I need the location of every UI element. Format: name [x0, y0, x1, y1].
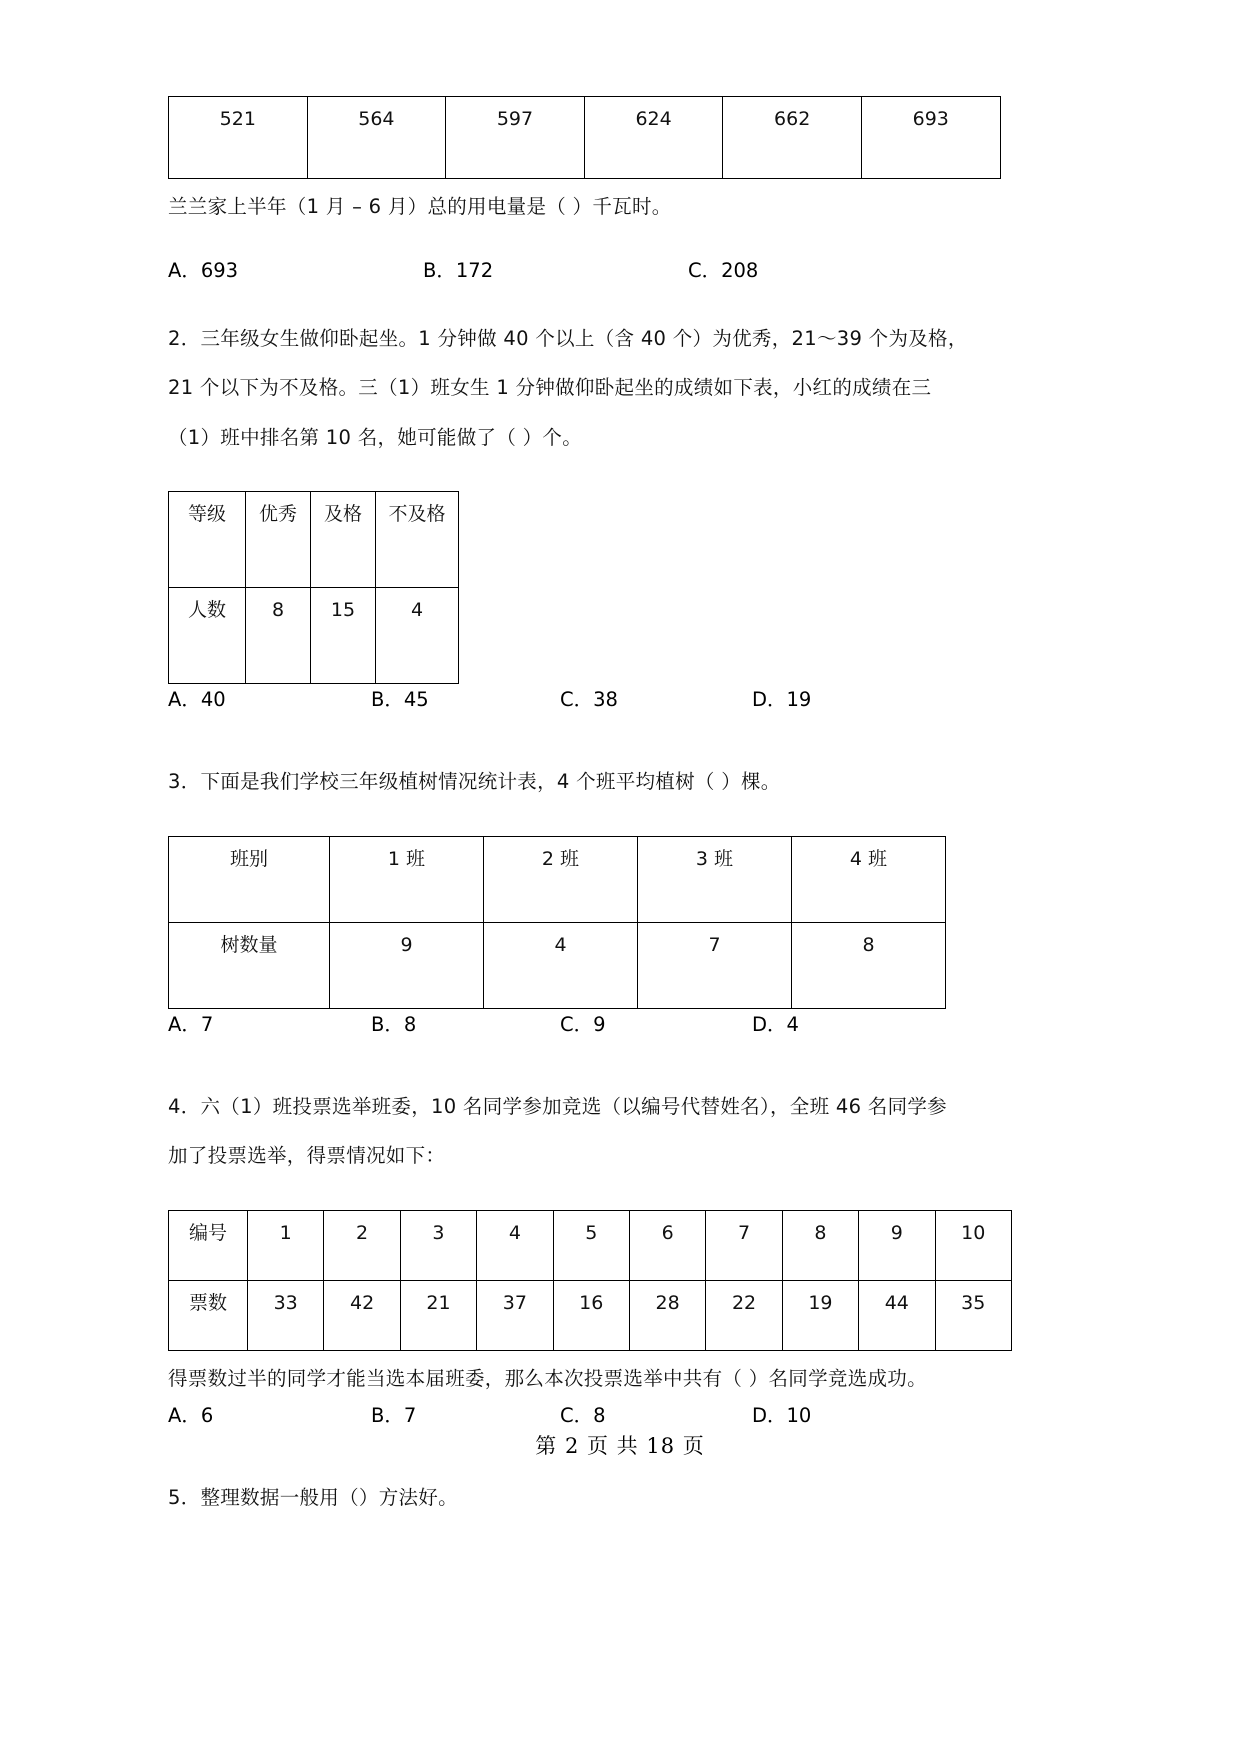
table-cell: 624: [584, 97, 723, 179]
table-cell: 3 班: [638, 836, 792, 922]
question-1-stem: 兰兰家上半年（1 月 – 6 月）总的用电量是（ ）千瓦时。: [168, 195, 672, 218]
table-cell: 19: [782, 1280, 858, 1350]
table-cell: 35: [935, 1280, 1011, 1350]
table-cell: 8: [782, 1210, 858, 1280]
table-cell: 2: [324, 1210, 400, 1280]
table-cell: 4 班: [792, 836, 946, 922]
table-cell: 等级: [169, 492, 246, 588]
table-cell: 4: [484, 922, 638, 1008]
table-cell: 16: [553, 1280, 629, 1350]
vote-count-table: [168, 1210, 1012, 1351]
table-cell: 8: [246, 588, 311, 684]
table-cell: 597: [446, 97, 585, 179]
table-cell: 1: [248, 1210, 324, 1280]
table-cell: 7: [638, 922, 792, 1008]
table-cell: 9: [859, 1210, 935, 1280]
table-cell: 15: [311, 588, 376, 684]
table-cell: 票数: [169, 1280, 248, 1350]
option-d[interactable]: D．19: [752, 688, 812, 711]
question-1-options: [168, 258, 1074, 285]
table-cell: 28: [629, 1280, 705, 1350]
table-cell: 4: [376, 588, 459, 684]
table-cell: 编号: [169, 1210, 248, 1280]
option-d[interactable]: D．4: [752, 1012, 799, 1036]
table-row: [169, 922, 946, 1008]
table-cell: 33: [248, 1280, 324, 1350]
question-2-line-3: （1）班中排名第 10 名，她可能做了（ ）个。: [168, 425, 583, 449]
table-cell: 9: [330, 922, 484, 1008]
table-cell: 班别: [169, 836, 330, 922]
option-a[interactable]: A．693: [168, 258, 239, 282]
option-a[interactable]: A．7: [168, 1012, 214, 1036]
option-b[interactable]: B．7: [371, 1404, 417, 1427]
table-cell: 2 班: [484, 836, 638, 922]
table-cell: 优秀: [246, 492, 311, 588]
table-header-row: [169, 492, 459, 588]
table-row: [169, 97, 1001, 179]
table-row: [169, 1280, 1012, 1350]
table-cell: 521: [169, 97, 308, 179]
table-cell: 人数: [169, 588, 246, 684]
question-3-options: [168, 1012, 1074, 1039]
option-a[interactable]: A．40: [168, 688, 226, 711]
table-cell: 及格: [311, 492, 376, 588]
page-content: [168, 96, 1074, 1508]
question-4-line-2: 加了投票选举，得票情况如下：: [168, 1144, 446, 1167]
table-cell: 662: [723, 97, 862, 179]
page-footer: 第 2 页 共 18 页: [535, 1434, 705, 1458]
option-b[interactable]: B．8: [371, 1012, 417, 1036]
option-c[interactable]: C．8: [560, 1404, 606, 1427]
option-b[interactable]: B．45: [371, 688, 429, 711]
table-cell: 44: [859, 1280, 935, 1350]
question-5-stem: 5．整理数据一般用（）方法好。: [168, 1486, 458, 1509]
sit-up-grade-table: [168, 491, 459, 684]
option-c[interactable]: C．9: [560, 1012, 606, 1036]
table-cell: 1 班: [330, 836, 484, 922]
table-cell: 4: [477, 1210, 553, 1280]
table-cell: 5: [553, 1210, 629, 1280]
table-cell: 22: [706, 1280, 782, 1350]
electricity-usage-table: [168, 96, 1001, 179]
table-cell: 37: [477, 1280, 553, 1350]
table-cell: 21: [400, 1280, 476, 1350]
option-b[interactable]: B．172: [423, 258, 494, 282]
table-cell: 3: [400, 1210, 476, 1280]
table-cell: 10: [935, 1210, 1011, 1280]
question-2-line-1: 2．三年级女生做仰卧起坐。1 分钟做 40 个以上（含 40 个）为优秀，21～39 个为及格，: [168, 326, 968, 350]
tree-planting-table: [168, 836, 946, 1009]
option-c[interactable]: C．208: [688, 258, 759, 282]
option-c[interactable]: C．38: [560, 688, 618, 711]
question-2-options: [168, 690, 1074, 714]
option-d[interactable]: D．10: [752, 1404, 812, 1427]
table-cell: 树数量: [169, 922, 330, 1008]
question-4-line-1: 4．六（1）班投票选举班委，10 名同学参加竞选（以编号代替姓名），全班 46 名同学参: [168, 1094, 947, 1118]
question-4-tail: 得票数过半的同学才能当选本届班委，那么本次投票选举中共有（ ）名同学竞选成功。: [168, 1366, 927, 1390]
table-cell: 6: [629, 1210, 705, 1280]
table-cell: 42: [324, 1280, 400, 1350]
question-3-stem: 3．下面是我们学校三年级植树情况统计表，4 个班平均植树（ ）棵。: [168, 770, 781, 793]
table-header-row: [169, 1210, 1012, 1280]
table-header-row: [169, 836, 946, 922]
table-cell: 7: [706, 1210, 782, 1280]
option-a[interactable]: A．6: [168, 1404, 214, 1427]
table-cell: 8: [792, 922, 946, 1008]
question-4-options: [168, 1406, 1074, 1430]
table-row: [169, 588, 459, 684]
table-cell: 564: [307, 97, 446, 179]
question-2-line-2: 21 个以下为不及格。三（1）班女生 1 分钟做仰卧起坐的成绩如下表，小红的成绩在三: [168, 376, 932, 399]
table-cell: 不及格: [376, 492, 459, 588]
table-cell: 693: [861, 97, 1000, 179]
